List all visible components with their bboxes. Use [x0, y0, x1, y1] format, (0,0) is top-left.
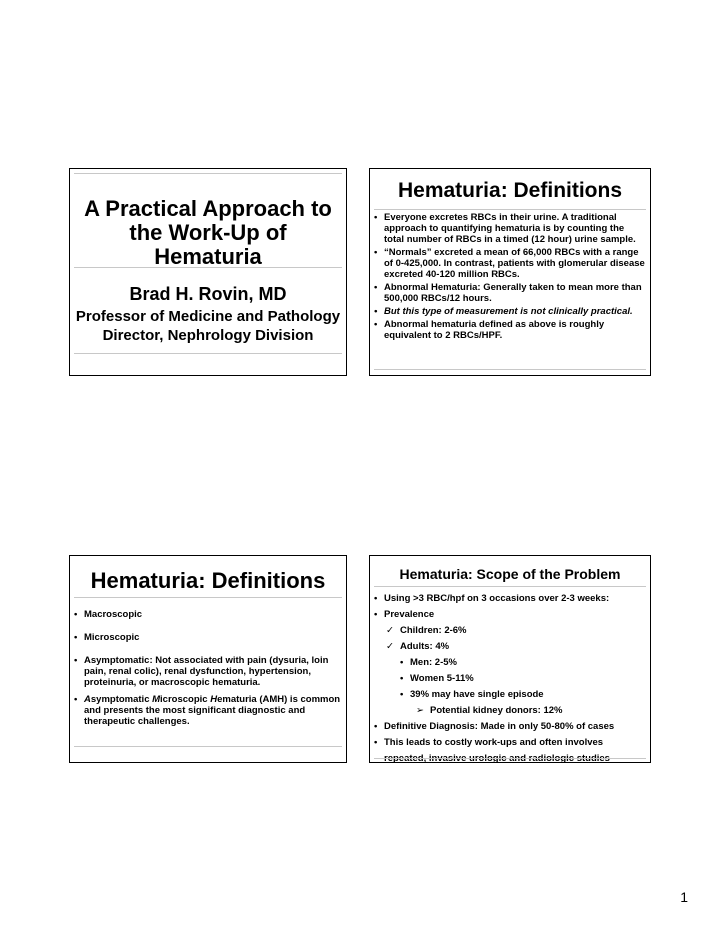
slide-title: Hematuria: Scope of the Problem	[399, 566, 621, 582]
emphasis: M	[152, 694, 161, 705]
sub-bullet-item: • 39% may have single episode	[400, 687, 646, 703]
affiliation-2: Director, Nephrology Division	[102, 327, 314, 344]
emphasis: H	[210, 694, 218, 705]
bullet-item: • Macroscopic	[74, 609, 342, 620]
bullet-list	[74, 609, 342, 727]
bullet-item: • Everyone excretes RBCs in their urine. A traditional approach to quantifying hematuria is by counting the total number of RBCs in a timed (12 hour) urine sample.	[374, 212, 646, 245]
emphasis: A	[84, 694, 91, 705]
presentation-title	[70, 197, 346, 269]
bullet-item: • “Normals” excreted a mean of 66,000 RBCs with a range of 0-425,000. In contrast, patients with glomerular disease excreted 40-120 million RBCs.	[374, 247, 646, 280]
divider	[74, 267, 342, 268]
text: symptomatic	[90, 694, 153, 705]
bullet-item: • This leads to costly work-ups and often involves repeated, invasive urologic and radiologic studies	[374, 735, 646, 767]
check-item: ✓ Adults: 4%	[386, 639, 646, 655]
author-name: Brad H. Rovin, MD	[129, 284, 287, 304]
slide-title: Hematuria: Definitions	[90, 568, 326, 593]
bullet-item: • Abnormal Hematuria: Generally taken to mean more than 500,000 RBCs/12 hours.	[374, 282, 646, 304]
divider	[74, 353, 342, 354]
page-number: 1	[680, 889, 688, 905]
divider	[74, 746, 342, 747]
slide-title: Hematuria: Definitions	[397, 179, 623, 202]
divider	[374, 369, 646, 370]
text: ematuria (AMH) is common and presents the most significant diagnostic and therapeutic challenges.	[84, 694, 341, 727]
bullet-item: • Abnormal hematuria defined as above is roughly equivalent to 2 RBCs/HPF.	[374, 319, 646, 341]
bullet-list	[374, 591, 646, 767]
bullet-item: • Prevalence	[374, 607, 646, 623]
divider	[374, 586, 646, 587]
text: icroscopic	[160, 694, 211, 705]
bullet-item: • Definitive Diagnosis: Made in only 50-80% of cases	[374, 719, 646, 735]
divider	[374, 209, 646, 210]
title-line: the Work-Up of	[129, 220, 287, 245]
sub-bullet-item: • Women 5-11%	[400, 671, 646, 687]
bullet-item-amh	[74, 694, 342, 727]
arrow-item: ➢ Potential kidney donors: 12%	[416, 703, 646, 719]
divider	[374, 758, 646, 759]
divider	[74, 597, 342, 598]
bullet-list	[374, 212, 646, 341]
affiliation-1: Professor of Medicine and Pathology	[75, 308, 341, 325]
check-item: ✓ Children: 2-6%	[386, 623, 646, 639]
slide-definitions-2	[69, 555, 347, 763]
bullet-item: • Microscopic	[74, 632, 342, 643]
slide-scope	[369, 555, 651, 763]
bullet-item: • Using >3 RBC/hpf on 3 occasions over 2-3 weeks:	[374, 591, 646, 607]
title-line: Hematuria	[154, 244, 262, 269]
title-line: A Practical Approach to	[84, 196, 332, 221]
bullet-item: • Asymptomatic: Not associated with pain (dysuria, loin pain, renal colic), renal dysfunction, hypertension, proteinuria, or macroscopic hematuria.	[74, 655, 342, 688]
sub-bullet-item: • Men: 2-5%	[400, 655, 646, 671]
slide-definitions-1	[369, 168, 651, 376]
bullet-item: • But this type of measurement is not clinically practical.	[374, 306, 646, 317]
slide-title	[69, 168, 347, 376]
